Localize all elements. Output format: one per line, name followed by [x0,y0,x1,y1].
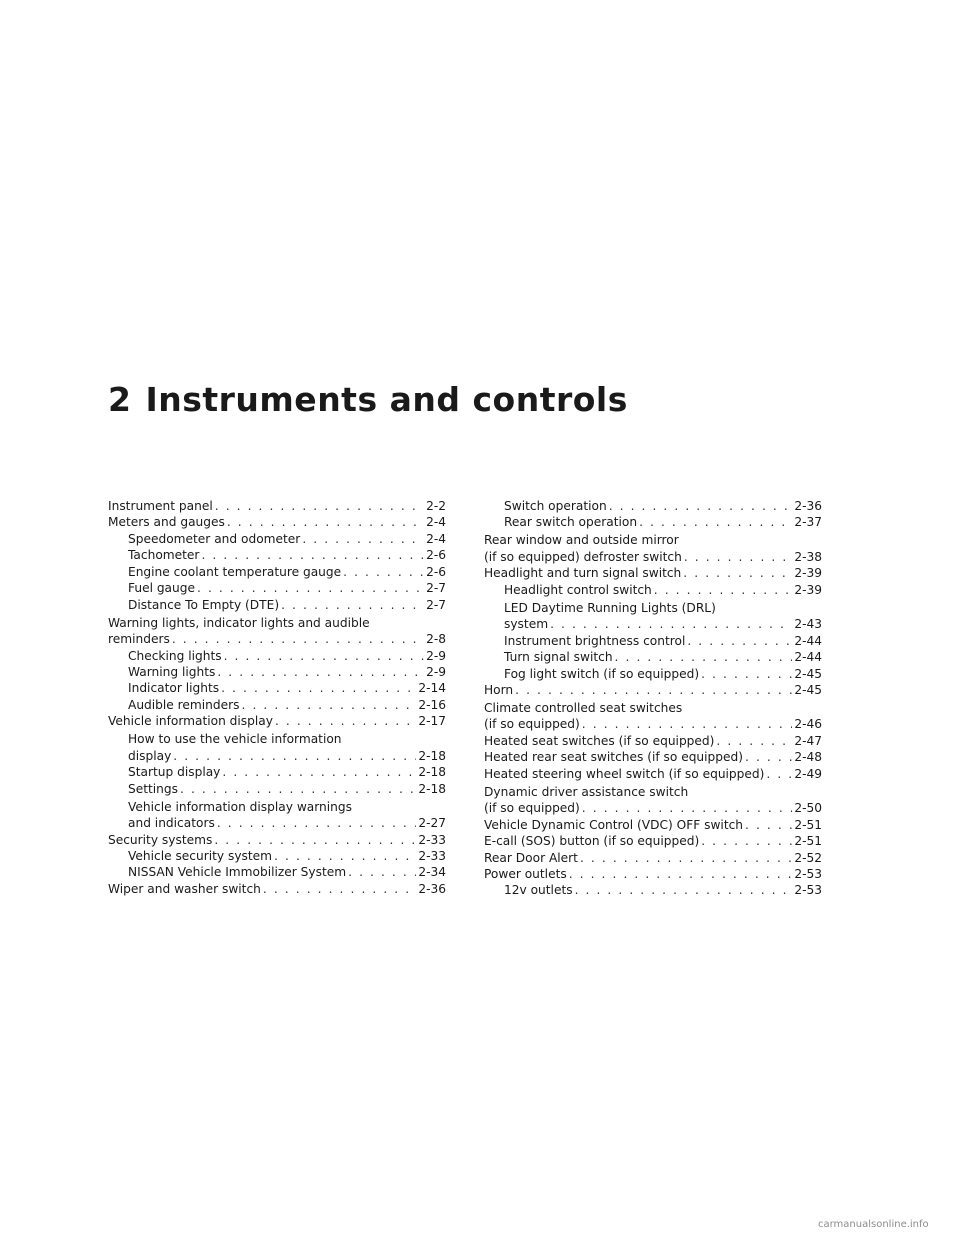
toc-entry[interactable] [484,532,822,565]
toc-entry-label: Instrument brightness control [504,633,686,648]
toc-entry-label: Heated steering wheel switch (if so equipped) [484,766,765,781]
toc-entry[interactable] [108,498,446,514]
dot-leader [197,580,424,596]
toc-entry-page: 2-33 [418,849,446,864]
dot-leader [745,749,792,765]
toc-entry-label: Turn signal switch [504,650,613,665]
toc-entry-label: Fuel gauge [128,581,195,596]
dot-leader [214,832,416,848]
toc-entry-page: 2-52 [794,850,822,865]
toc-entry[interactable] [108,764,446,780]
toc-entry-label: Distance To Empty (DTE) [128,597,280,612]
toc-entry-label: (if so equipped) [484,717,580,732]
toc-entry-page: 2-44 [794,633,822,648]
dot-leader [582,716,793,732]
dot-leader [263,881,416,897]
toc-entry-page: 2-18 [418,781,446,796]
chapter-title [108,380,628,419]
toc-entry-label: Headlight control switch [504,582,652,597]
toc-entry[interactable] [484,784,822,817]
toc-entry-label: Checking lights [128,648,222,663]
dot-leader [609,498,793,514]
toc-entry-page: 2-9 [426,648,446,663]
toc-entry-label: Tachometer [128,548,200,563]
dot-leader [639,514,792,530]
toc-entry-label-line1: LED Daytime Running Lights (DRL) [504,600,716,615]
toc-entry-page: 2-27 [418,816,446,831]
toc-entry-label: Heated rear seat switches (if so equipped) [484,750,744,765]
toc-entry-label: E-call (SOS) button (if so equipped) [484,834,700,849]
dot-leader [180,781,416,797]
toc-entry-page: 2-17 [418,714,446,729]
dot-leader [274,848,416,864]
toc-right-column [484,498,822,899]
toc-entry-label: reminders [108,632,170,647]
dot-leader [215,498,424,514]
toc-entry-page: 2-36 [418,881,446,896]
toc-entry-page: 2-51 [794,834,822,849]
toc-entry-page: 2-51 [794,817,822,832]
toc-entry-page: 2-43 [794,617,822,632]
toc-entry-page: 2-7 [426,581,446,596]
toc-entry-page: 2-45 [794,666,822,681]
toc-entry[interactable] [108,514,446,530]
toc-entry-label-line1: Dynamic driver assistance switch [484,784,689,799]
toc-entry[interactable] [108,597,446,613]
toc-entry[interactable] [108,832,446,848]
toc-entry-page: 2-53 [794,866,822,881]
dot-leader [701,833,792,849]
toc-entry-page: 2-36 [794,499,822,513]
toc-entry-label: Startup display [128,765,221,780]
toc-entry-label: Warning lights [128,665,216,680]
toc-entry-page: 2-4 [426,515,446,530]
toc-entry[interactable] [108,664,446,680]
dot-leader [766,766,792,782]
dot-leader [222,764,416,780]
toc-entry-label: NISSAN Vehicle Immobilizer System [128,865,347,880]
footer-watermark: carmanualsonline.info [818,1219,929,1230]
toc-entry-label: Speedometer and odometer [128,531,301,546]
dot-leader [217,815,417,831]
dot-leader [582,800,793,816]
dot-leader [173,748,416,764]
toc-entry[interactable] [484,633,822,649]
toc-entry[interactable] [484,600,822,633]
toc-entry-label: Vehicle information display [108,714,273,729]
dot-leader [201,547,424,563]
toc-entry-page: 2-4 [426,531,446,546]
toc-entry[interactable] [484,749,822,765]
toc-entry-label-line1: Rear window and outside mirror [484,533,679,548]
toc-entry-label: Fog light switch (if so equipped) [504,666,700,681]
toc-entry[interactable] [484,850,822,866]
toc-entry[interactable] [484,866,822,882]
toc-entry-label: Instrument panel [108,499,213,513]
dot-leader [281,597,424,613]
dot-leader [217,664,424,680]
toc-entry[interactable] [484,666,822,682]
toc-entry-page: 2-7 [426,597,446,612]
dot-leader [348,864,416,880]
toc-entry-label: and indicators [128,816,215,831]
dot-leader [224,648,425,664]
toc-entry-label: Engine coolant temperature gauge [128,564,342,579]
toc-entry[interactable] [108,697,446,713]
toc-entry-label: Settings [128,781,178,796]
dot-leader [745,817,792,833]
toc-entry[interactable] [108,731,446,764]
dot-leader [569,866,793,882]
toc-entry-page: 2-18 [418,748,446,763]
toc-entry[interactable] [108,680,446,696]
toc-entry-label: system [504,617,549,632]
dot-leader [221,680,416,696]
toc-entry-page: 2-38 [794,549,822,564]
toc-entry-label: Audible reminders [128,697,240,712]
dot-leader [172,631,424,647]
toc-entry[interactable] [484,682,822,698]
toc-entry-page: 2-16 [418,697,446,712]
toc-entry-page: 2-46 [794,717,822,732]
toc-entry-label: Rear switch operation [504,515,638,530]
toc-entry-page: 2-9 [426,665,446,680]
toc-entry[interactable] [484,817,822,833]
toc-entry-label-line1: Warning lights, indicator lights and audible [108,615,370,630]
toc-entry-label: Wiper and washer switch [108,881,261,896]
toc-entry-page: 2-48 [794,750,822,765]
toc-entry-page: 2-8 [426,632,446,647]
toc-entry[interactable] [108,580,446,596]
toc-entry[interactable] [108,547,446,563]
toc-entry-page: 2-47 [794,733,822,748]
toc-entry[interactable] [484,649,822,665]
toc-entry[interactable] [108,713,446,729]
dot-leader [275,713,416,729]
dot-leader [687,633,792,649]
toc-entry-label: (if so equipped) defroster switch [484,549,682,564]
toc-entry-page: 2-50 [794,801,822,816]
toc-entry-label: Indicator lights [128,681,220,696]
toc-entry-page: 2-6 [426,564,446,579]
toc-entry-page: 2-34 [418,865,446,880]
toc-entry-label: Horn [484,682,514,697]
toc-entry[interactable] [484,882,822,898]
dot-leader [515,682,792,698]
toc-entry[interactable] [484,498,822,514]
toc-entry[interactable] [108,864,446,880]
toc-entry-page: 2-18 [418,765,446,780]
dot-leader [575,882,793,898]
dot-leader [550,616,792,632]
dot-leader [580,850,792,866]
toc-entry-label: Rear Door Alert [484,850,578,865]
toc-entry-label: 12v outlets [504,883,573,898]
toc-entry-page: 2-14 [418,681,446,696]
dot-leader [615,649,793,665]
toc-entry[interactable] [108,848,446,864]
toc-entry[interactable] [108,881,446,897]
toc-entry[interactable] [108,648,446,664]
toc-entry[interactable] [108,531,446,547]
toc-entry[interactable] [108,799,446,832]
toc-entry[interactable] [484,766,822,782]
toc-entry[interactable] [108,564,446,580]
toc-entry-page: 2-2 [426,499,446,513]
toc-entry[interactable] [108,615,446,648]
dot-leader [654,582,793,598]
dot-leader [302,531,424,547]
toc-entry[interactable] [484,582,822,598]
toc-entry-label: (if so equipped) [484,801,580,816]
toc-left-column [108,498,446,897]
dot-leader [684,549,793,565]
chapter-title-text: Instruments and controls [145,380,628,420]
toc-entry-label: Vehicle Dynamic Control (VDC) OFF switch [484,817,744,832]
toc-entry-label: Meters and gauges [108,515,225,530]
chapter-number: 2 [108,380,132,420]
dot-leader [716,733,792,749]
dot-leader [242,697,417,713]
toc-entry-label-line1: Vehicle information display warnings [128,799,352,814]
toc-entry-page: 2-33 [418,832,446,847]
toc-entry-label-line1: Climate controlled seat switches [484,700,683,715]
toc-entry[interactable] [484,700,822,733]
toc-entry-label: Headlight and turn signal switch [484,566,682,581]
dot-leader [227,514,424,530]
toc-entry-page: 2-39 [794,566,822,581]
toc-entry-label: Heated seat switches (if so equipped) [484,733,715,748]
toc-entry-label-line1: How to use the vehicle information [128,732,342,747]
toc-entry-label: Switch operation [504,499,607,513]
toc-entry-page: 2-37 [794,515,822,530]
toc-entry[interactable] [484,565,822,581]
toc-entry[interactable] [484,733,822,749]
toc-entry[interactable] [108,781,446,797]
toc-entry-label: Vehicle security system [128,849,273,864]
toc-entry[interactable] [484,514,822,530]
toc-entry-page: 2-45 [794,682,822,697]
dot-leader [683,565,792,581]
toc-entry-page: 2-39 [794,582,822,597]
toc-entry-label: Power outlets [484,866,567,881]
toc-entry-label: display [128,748,172,763]
toc-entry-label: Security systems [108,832,213,847]
toc-entry-page: 2-49 [794,766,822,781]
dot-leader [701,666,792,682]
dot-leader [343,564,424,580]
toc-entry-page: 2-6 [426,548,446,563]
toc-entry-page: 2-44 [794,650,822,665]
toc-entry-page: 2-53 [794,883,822,898]
toc-entry[interactable] [484,833,822,849]
